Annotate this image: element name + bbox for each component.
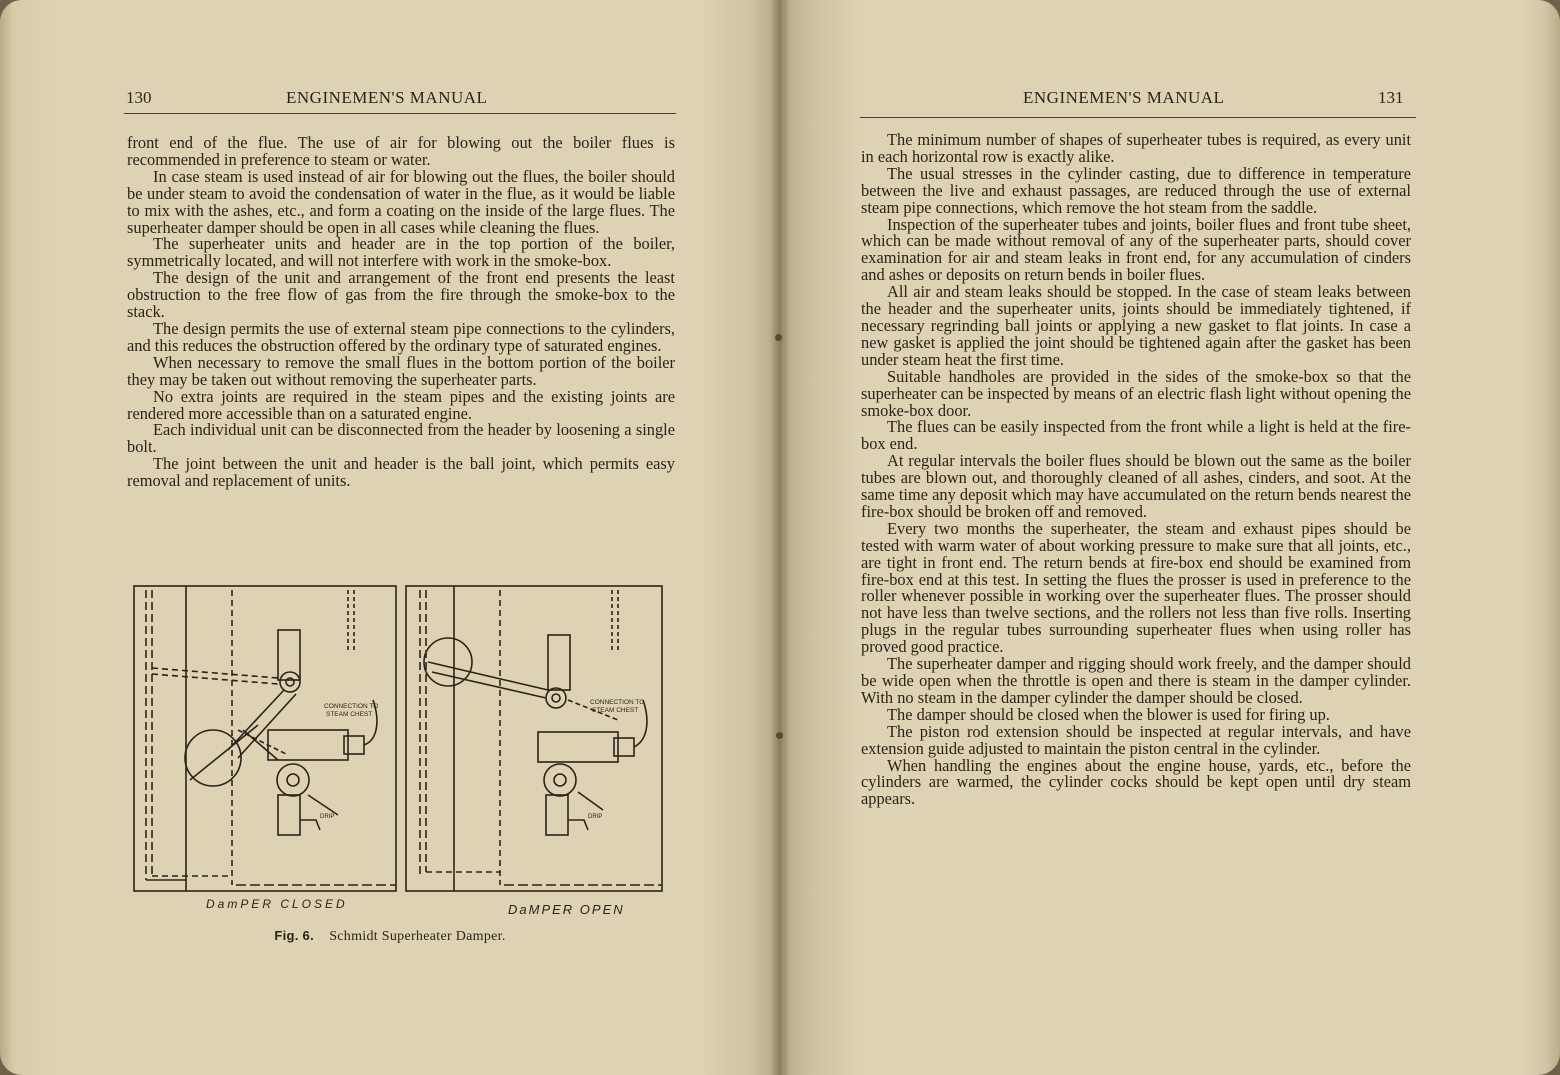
damper-diagram: [128, 580, 668, 920]
paragraph: The minimum number of shapes of superheater tubes is required, as every unit in each horizontal row is exactly alike.: [861, 130, 1411, 166]
paragraph: When necessary to remove the small flues in the bottom portion of the boiler they may be taken out without removing the superheater parts.: [127, 352, 675, 389]
paragraph: All air and steam leaks should be stopped. In the case of steam leaks between the header and the superheater units, joints should be immediately tightened, if necessary regrinding ball joints or applying a new gasket to flat joints. In case a new gasket is applied the joint should be tightened again after the gasket has been under steam heat the first time.: [861, 282, 1411, 369]
connection-label-left-1: CONNECTION TO: [324, 703, 379, 710]
paragraph: front end of the flue. The use of air for blowing out the boiler flues is recommended in preference to steam or water.: [127, 133, 675, 169]
page-number-left: 130: [126, 88, 152, 107]
page-number-right: 131: [1378, 88, 1404, 107]
connection-label-left-2: STEAM CHEST: [326, 711, 373, 718]
drip-label-right: DRIP: [588, 814, 603, 820]
paragraph: The flues can be easily inspected from the front while a light is held at the fire-box end.: [861, 417, 1411, 454]
paragraph: No extra joints are required in the steam pipes and the existing joints are rendered more accessible than on a saturated engine.: [127, 386, 675, 423]
paragraph: The design of the unit and arrangement of the front end presents the least obstruction to the free flow of gas from the fire through the smoke-box to the stack.: [127, 268, 675, 322]
gutter-mark: [775, 334, 782, 341]
gutter-mark: [776, 732, 783, 739]
right-page-body: [861, 132, 1411, 808]
paragraph: Each individual unit can be disconnected from the header by loosening a single bolt.: [127, 420, 675, 457]
figure-caption-text: Schmidt Superheater Damper.: [329, 929, 506, 944]
right-page: [780, 0, 1560, 1075]
connection-label-right-1: CONNECTION TO: [590, 699, 645, 706]
paragraph: The superheater units and header are in the top portion of the boiler, symmetrically located, and will not interfere with work in the smoke-box.: [127, 234, 675, 271]
connection-label-right-2: STEAM CHEST: [592, 707, 639, 714]
paragraph: Suitable handholes are provided in the sides of the smoke-box so that the superheater can be inspected by means of an electric flash light without opening the smoke-box door.: [861, 366, 1411, 420]
paragraph: The joint between the unit and header is the ball joint, which permits easy removal and replacement of units.: [127, 454, 675, 491]
paragraph: The piston rod extension should be inspected at regular intervals, and have extension guide adjusted to maintain the piston central in the cylinder.: [861, 721, 1411, 758]
paragraph: The superheater damper and rigging should work freely, and the damper should be wide open when the throttle is open and there is steam in the damper cylinder. With no steam in the damper cylinder the damper should be closed.: [861, 654, 1411, 707]
head-rule-left: [124, 113, 676, 114]
figure-label: Fig. 6.: [274, 928, 314, 943]
paragraph: At regular intervals the boiler flues should be blown out the same as the boiler tubes are blown out, and thoroughly cleaned of all ashes, cinders, and soot. At the same time any deposit which may have accumulated on the return bends nearest the fire-box should be broken off and removed.: [861, 451, 1411, 521]
paragraph: The damper should be closed when the blower is used for firing up.: [887, 704, 1330, 724]
running-head-right: ENGINEMEN'S MANUAL: [1023, 88, 1225, 107]
left-panel-frame: [134, 586, 396, 891]
paragraph: The usual stresses in the cylinder casting, due to difference in temperature between the live and exhaust passages, are reduced through the use of external steam pipe connections, which remove the hot steam from the saddle.: [861, 163, 1411, 217]
head-rule-right: [860, 117, 1416, 118]
figure-caption: [0, 928, 780, 945]
drip-label-left: DRIP: [320, 814, 335, 820]
left-page-body: [127, 135, 675, 490]
paragraph: Inspection of the superheater tubes and joints, boiler flues and front tube sheet, which can be made without removal of any of the superheater parts, should cover examination for air and steam leaks in front end, for any accumulation of cinders and ashes or deposits on return bends in boiler flues.: [861, 214, 1411, 285]
handwritten-damper-open: DaMPER OPEN: [508, 902, 625, 917]
paragraph: In case steam is used instead of air for blowing out the flues, the boiler should be under steam to avoid the condensation of water in the flue, as it would be liable to mix with the ashes, etc., and form a coating on the inside of the large flues. The superheater damper should be open in all cases while cleaning the flues.: [127, 166, 675, 237]
running-head-left: ENGINEMEN'S MANUAL: [286, 88, 488, 107]
paragraph: When handling the engines about the engine house, yards, etc., before the cylinders are warmed, the cylinder cocks should be kept open until dry steam appears.: [861, 755, 1411, 809]
book-gutter: [770, 0, 790, 1075]
superheater-damper-figure: [128, 580, 668, 920]
handwritten-damper-closed: DamPER CLOSED: [206, 897, 348, 911]
paragraph: Every two months the superheater, the steam and exhaust pipes should be tested with warm water of about working pressure to make sure that all joints, etc., are tight in front end. The return bends at fire-box end should be examined from fire-box end at this test. In setting the flues the prosser is used in preference to the roller whenever possible in working over the superheater flues. The prosser should not have less than twelve sections, and the rollers not less than five rolls. Inserting plugs in the regular tubes surrounding superheater flues when using roller has proved good practice.: [861, 518, 1411, 657]
paragraph: The design permits the use of external steam pipe connections to the cylinders, and this reduces the obstruction offered by the ordinary type of saturated engines.: [127, 318, 675, 355]
